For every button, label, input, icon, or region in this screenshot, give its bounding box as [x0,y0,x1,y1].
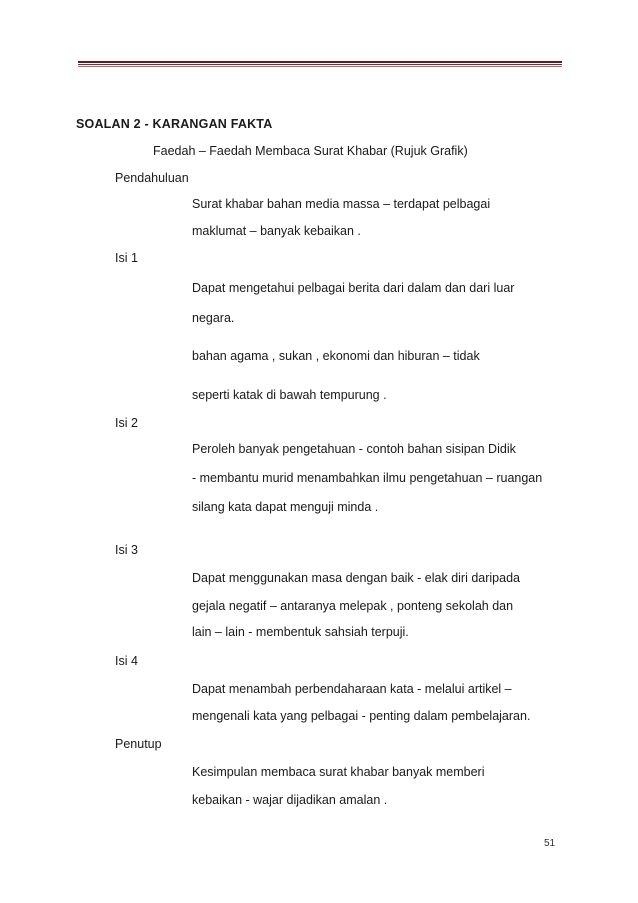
question-heading: SOALAN 2 - KARANGAN FAKTA [76,117,273,131]
section-line: Peroleh banyak pengetahuan - contoh bahan sisipan Didik [192,442,516,456]
header-rule-tertiary [78,66,562,67]
header-rule-secondary [78,64,562,65]
section-line: Kesimpulan membaca surat khabar banyak memberi [192,765,485,779]
page-number: 51 [544,838,556,849]
section-line: - membantu murid menambahkan ilmu pengetahuan – ruangan [192,471,543,485]
section-label-pendahuluan: Pendahuluan [115,171,189,185]
section-line: Dapat mengetahui pelbagai berita dari dalam dan dari luar [192,281,515,295]
section-line: Dapat menggunakan masa dengan baik - elak diri daripada [192,571,520,585]
section-line: silang kata dapat menguji minda . [192,500,379,514]
section-line: lain – lain - membentuk sahsiah terpuji. [192,625,409,639]
section-label-penutup: Penutup [115,737,162,751]
header-rule [78,61,562,63]
section-label-isi-3: Isi 3 [115,543,138,557]
section-line: negara. [192,311,235,325]
section-line: Dapat menambah perbendaharaan kata - melalui artikel – [192,682,512,696]
section-line: bahan agama , sukan , ekonomi dan hiburan – tidak [192,349,480,363]
section-line: gejala negatif – antaranya melepak , ponteng sekolah dan [192,599,514,613]
section-line: mengenali kata yang pelbagai - penting dalam pembelajaran. [192,709,531,723]
section-label-isi-1: Isi 1 [115,251,138,265]
section-label-isi-2: Isi 2 [115,416,138,430]
section-line: Surat khabar bahan media massa – terdapat pelbagai [192,197,491,211]
section-line: seperti katak di bawah tempurung . [192,388,387,402]
section-label-isi-4: Isi 4 [115,654,138,668]
section-line: maklumat – banyak kebaikan . [192,224,361,238]
essay-subtitle: Faedah – Faedah Membaca Surat Khabar (Rujuk Grafik) [153,144,468,158]
section-line: kebaikan - wajar dijadikan amalan . [192,793,388,807]
